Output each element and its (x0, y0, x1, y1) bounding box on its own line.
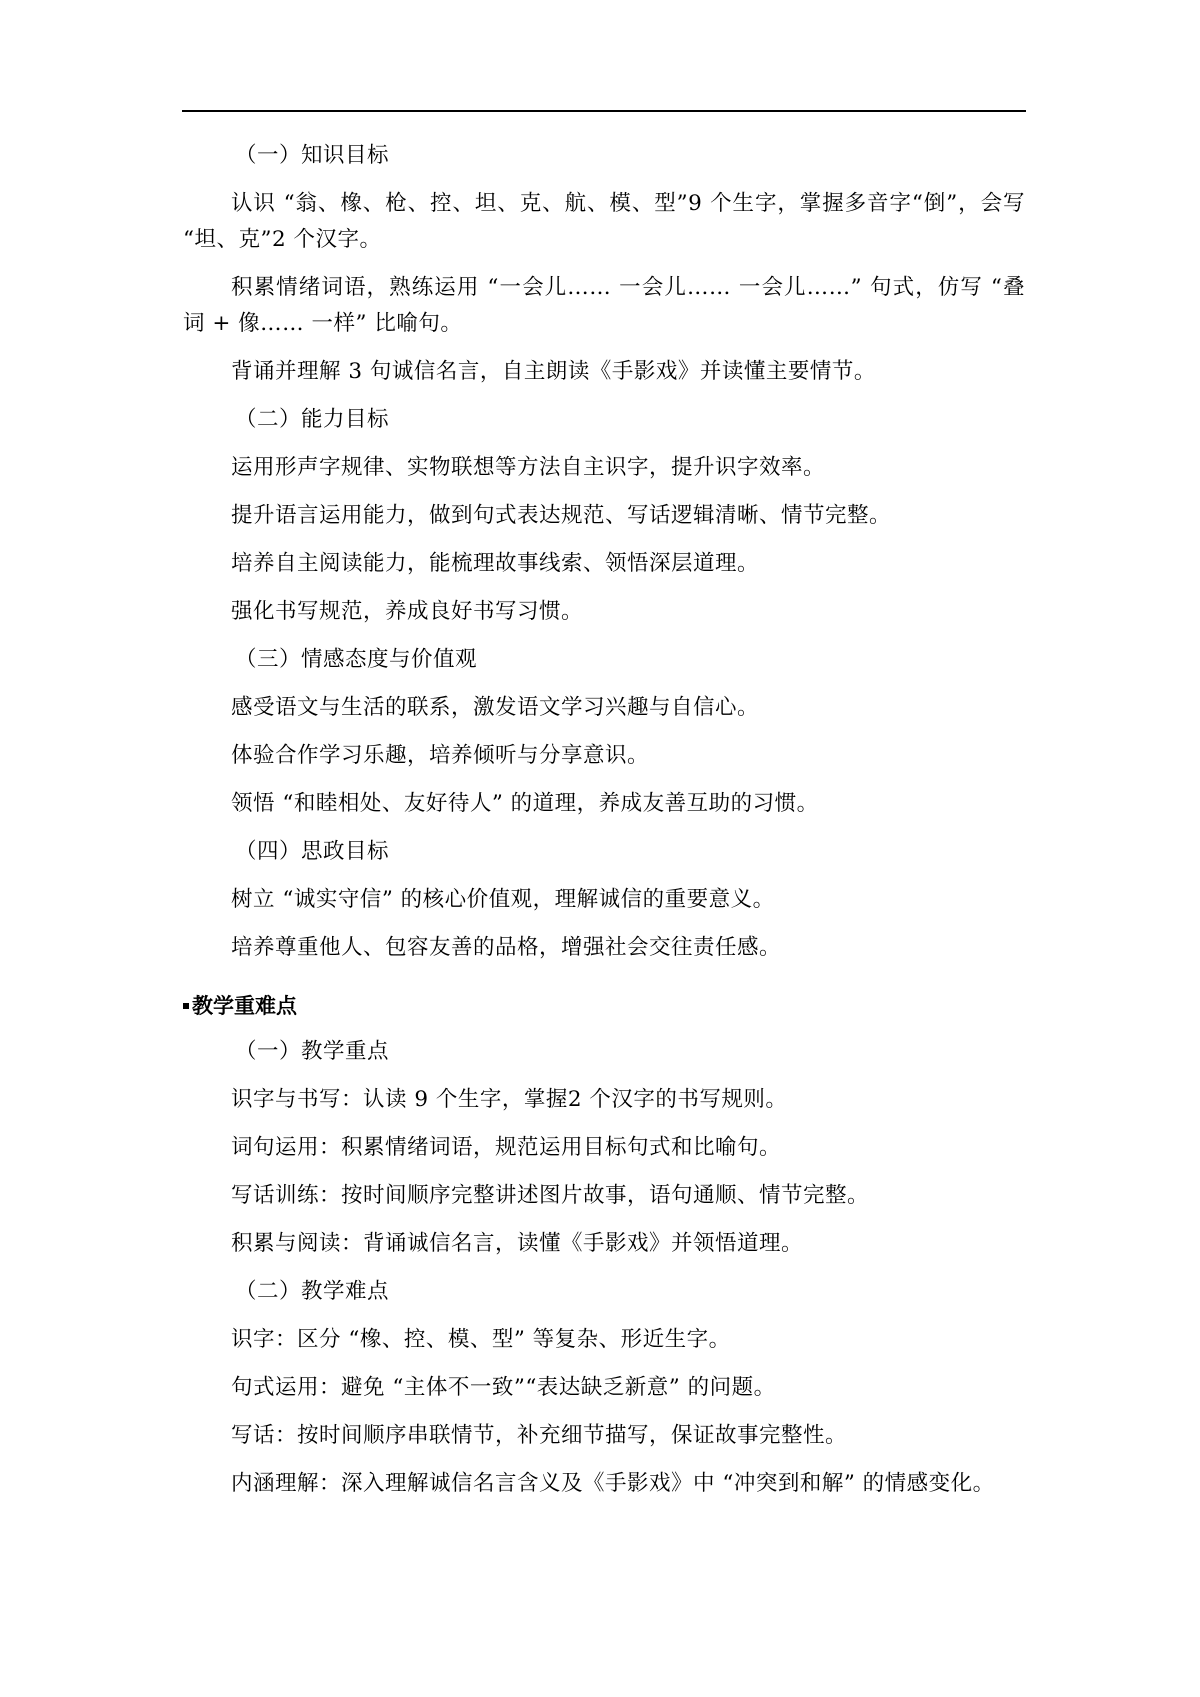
focus-item-4: 积累与阅读：背诵诚信名言，读懂《手影戏》并领悟道理。 (231, 1231, 804, 1256)
ability-goal-1: 运用形声字规律、实物联想等方法自主识字，提升识字效率。 (231, 455, 826, 480)
politics-goals-heading: （四）思政目标 (235, 839, 390, 864)
difficulty-item-1: 识字：区分 “橡、控、模、型” 等复杂、形近生字。 (231, 1327, 731, 1352)
emotion-goal-1: 感受语文与生活的联系，激发语文学习兴趣与自信心。 (231, 695, 760, 720)
ability-goal-4: 强化书写规范，养成良好书写习惯。 (231, 599, 584, 624)
focus-item-3: 写话训练：按时间顺序完整讲述图片故事，语句通顺、情节完整。 (231, 1183, 870, 1208)
difficulty-item-4: 内涵理解：深入理解诚信名言含义及《手影戏》中 “冲突到和解” 的情感变化。 (231, 1471, 995, 1496)
knowledge-goals-heading: （一）知识目标 (235, 143, 390, 168)
ability-goal-2: 提升语言运用能力，做到句式表达规范、写话逻辑清晰、情节完整。 (231, 503, 892, 528)
bullet-icon (183, 1003, 189, 1009)
ability-goal-3: 培养自主阅读能力，能梳理故事线索、领悟深层道理。 (231, 551, 760, 576)
emotion-goals-heading: （三）情感态度与价值观 (235, 647, 478, 672)
politics-goal-2: 培养尊重他人、包容友善的品格，增强社会交往责任感。 (231, 935, 782, 960)
knowledge-goal-1: 认识 “翁、橡、枪、控、坦、克、航、模、型”9 个生字，掌握多音字“倒”，会写 “坦、克”2 个汉字。 (183, 191, 1025, 252)
difficulty-item-3: 写话：按时间顺序串联情节，补充细节描写，保证故事完整性。 (231, 1423, 848, 1448)
difficulty-item-2: 句式运用：避免 “主体不一致”“表达缺乏新意” 的问题。 (231, 1375, 776, 1400)
politics-goal-1: 树立 “诚实守信” 的核心价值观，理解诚信的重要意义。 (231, 887, 775, 912)
header-rule (182, 110, 1026, 112)
key-points-title: 教学重难点 (192, 994, 297, 1018)
emotion-goal-2: 体验合作学习乐趣，培养倾听与分享意识。 (231, 743, 650, 768)
knowledge-goal-3: 背诵并理解 3 句诚信名言，自主朗读《手影戏》并读懂主要情节。 (231, 359, 876, 384)
knowledge-goal-2: 积累情绪词语，熟练运用 “一会儿…… 一会儿…… 一会儿……” 句式，仿写 “叠词 + 像…… 一样” 比喻句。 (183, 275, 1025, 336)
focus-item-2: 词句运用：积累情绪词语，规范运用目标句式和比喻句。 (231, 1135, 782, 1160)
focus-heading: （一）教学重点 (235, 1039, 390, 1064)
ability-goals-heading: （二）能力目标 (235, 407, 390, 432)
document-body (183, 138, 1025, 1514)
focus-item-1: 识字与书写：认读 9 个生字，掌握2 个汉字的书写规则。 (231, 1087, 788, 1112)
emotion-goal-3: 领悟 “和睦相处、友好待人” 的道理，养成友善互助的习惯。 (231, 791, 819, 816)
difficulty-heading: （二）教学难点 (235, 1279, 390, 1304)
key-points-section-heading (183, 988, 1025, 1024)
